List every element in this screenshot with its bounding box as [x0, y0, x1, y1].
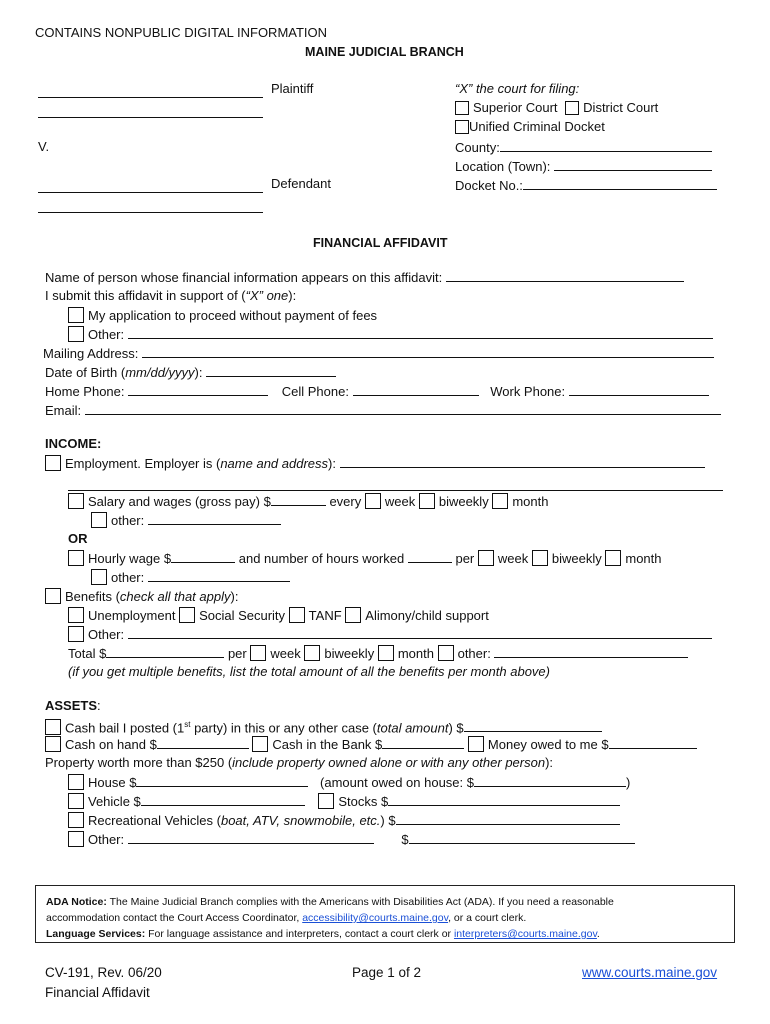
plaintiff-line-1[interactable] — [38, 97, 263, 98]
dob-text-b: mm/dd/yyyy — [125, 365, 195, 380]
defendant-line-1[interactable] — [38, 192, 263, 193]
salary-other-label: other: — [111, 513, 145, 528]
form-number: CV-191, Rev. 06/20 — [45, 965, 162, 980]
social-security-checkbox[interactable] — [179, 607, 195, 623]
interpreters-email-link[interactable]: interpreters@courts.maine.gov — [453, 928, 597, 940]
submit-row — [45, 288, 296, 304]
submit-text-b: “X” one — [245, 288, 289, 303]
property-text-c: ): — [545, 755, 554, 770]
rv-text-a: Recreational Vehicles ( — [88, 813, 221, 828]
submit-text-a: I submit this affidavit in support of ( — [45, 288, 246, 303]
bail-row — [45, 717, 602, 736]
benefit-other-checkbox[interactable] — [68, 626, 84, 642]
opt-fees-label: My application to proceed without payment of fees — [88, 308, 378, 323]
dob-field[interactable] — [206, 364, 336, 377]
ada-notice-box — [35, 885, 735, 943]
vehicle-row — [68, 793, 620, 810]
hourly-field[interactable] — [171, 550, 235, 563]
total-week-checkbox[interactable] — [250, 645, 266, 661]
asset-other-label: Other: — [88, 832, 125, 847]
hourly-other-row — [91, 569, 290, 586]
total-month-checkbox[interactable] — [378, 645, 394, 661]
name-row — [45, 269, 684, 286]
house-checkbox[interactable] — [68, 774, 84, 790]
ada-line-3 — [46, 926, 724, 942]
bail-sup: st — [184, 720, 191, 729]
rv-text-c: ) $ — [380, 813, 396, 828]
hourly-week-checkbox[interactable] — [478, 550, 494, 566]
cell-phone-field[interactable] — [353, 383, 479, 396]
hourly-other-field[interactable] — [148, 569, 290, 582]
assets-colon: : — [97, 698, 101, 713]
benefits-checkbox[interactable] — [45, 588, 61, 604]
benefit-total-row — [68, 645, 688, 662]
defendant-label: Defendant — [271, 176, 331, 191]
language-services-label: Language Services: — [46, 928, 146, 940]
plaintiff-label: Plaintiff — [271, 81, 314, 96]
asset-other-row — [68, 831, 635, 848]
rv-checkbox[interactable] — [68, 812, 84, 828]
asset-other-value-field[interactable] — [409, 831, 635, 844]
income-heading: INCOME: — [45, 436, 102, 451]
docket-label: Docket No.: — [455, 178, 523, 193]
hourly-other-label: other: — [111, 570, 145, 585]
work-phone-field[interactable] — [569, 383, 709, 396]
ucd-checkbox[interactable] — [455, 120, 469, 134]
money-owed-checkbox[interactable] — [468, 736, 484, 752]
hours-field[interactable] — [408, 550, 452, 563]
superior-court-checkbox[interactable] — [455, 101, 469, 115]
assets-heading: ASSETS — [45, 698, 98, 713]
name-field[interactable] — [446, 269, 684, 282]
benefits-text-c: ): — [230, 589, 239, 604]
docket-field[interactable] — [523, 177, 717, 190]
benefit-types-row — [68, 607, 489, 624]
hourly-other-checkbox[interactable] — [91, 569, 107, 585]
benefit-other-row — [68, 626, 712, 643]
owed-house-paren: ) — [625, 775, 631, 790]
bail-field[interactable] — [464, 719, 602, 732]
ucd-label: Unified Criminal Docket — [469, 119, 605, 134]
form-name: Financial Affidavit — [45, 985, 150, 1000]
total-biweekly-label: biweekly — [324, 646, 375, 661]
opt-fees-row — [68, 307, 377, 324]
dob-row — [45, 364, 336, 381]
branch-heading: MAINE JUDICIAL BRANCH — [305, 45, 464, 59]
dob-text-c: ): — [194, 365, 203, 380]
ada-notice-text: The Maine Judicial Branch complies with the Americans with Disabilities Act (ADA). If you need a reasonable — [106, 896, 614, 908]
mailing-label: Mailing Address: — [43, 346, 139, 361]
every-label: every — [329, 494, 362, 509]
hourly-biweekly-label: biweekly — [551, 551, 602, 566]
mailing-row — [43, 345, 714, 362]
employer-field[interactable] — [340, 455, 705, 468]
total-other-checkbox[interactable] — [438, 645, 454, 661]
form-title: FINANCIAL AFFIDAVIT — [313, 236, 448, 250]
alimony-label: Alimony/child support — [365, 608, 489, 623]
vehicle-checkbox[interactable] — [68, 793, 84, 809]
district-court-label: District Court — [583, 100, 659, 115]
district-court-checkbox[interactable] — [565, 101, 579, 115]
email-row — [45, 402, 721, 419]
salary-other-row — [91, 512, 281, 529]
total-other-label: other: — [457, 646, 491, 661]
employment-text-b: name and address — [220, 456, 329, 471]
language-services-end: . — [596, 928, 600, 940]
website-link[interactable]: www.courts.maine.gov — [582, 965, 718, 980]
total-per-label: per — [227, 646, 247, 661]
mailing-field[interactable] — [142, 345, 714, 358]
unemployment-checkbox[interactable] — [68, 607, 84, 623]
hourly-month-label: month — [625, 551, 662, 566]
asset-other-desc-field[interactable] — [128, 831, 374, 844]
work-phone-label: Work Phone: — [490, 384, 566, 399]
page-number: Page 1 of 2 — [352, 965, 422, 980]
stocks-field[interactable] — [388, 793, 620, 806]
tanf-checkbox[interactable] — [289, 607, 305, 623]
opt-other-row — [68, 326, 713, 343]
salary-week-label: week — [384, 494, 416, 509]
bail-text-c: total amount — [376, 720, 449, 736]
salary-row — [68, 493, 548, 510]
total-other-field[interactable] — [494, 645, 688, 658]
bail-text-d: ) $ — [448, 720, 464, 736]
cash-row — [45, 736, 697, 753]
assets-heading-row — [45, 698, 101, 714]
total-field[interactable] — [106, 645, 224, 658]
owed-house-label: (amount owed on house: $ — [320, 775, 474, 790]
total-week-label: week — [270, 646, 301, 661]
hourly-biweekly-checkbox[interactable] — [532, 550, 548, 566]
salary-month-label: month — [512, 494, 549, 509]
employment-checkbox[interactable] — [45, 455, 61, 471]
email-field[interactable] — [85, 402, 721, 415]
superior-court-label: Superior Court — [473, 100, 558, 115]
owed-house-field[interactable] — [474, 774, 626, 787]
dob-text-a: Date of Birth ( — [45, 365, 126, 380]
bail-text-a: Cash bail I posted (1 — [65, 720, 185, 736]
cash-bank-checkbox[interactable] — [252, 736, 268, 752]
unemployment-label: Unemployment — [88, 608, 176, 623]
salary-field[interactable] — [271, 493, 326, 506]
accessibility-email-link[interactable]: accessibility@courts.maine.gov — [302, 912, 449, 924]
salary-month-checkbox[interactable] — [492, 493, 508, 509]
ucd-row — [455, 119, 605, 135]
bail-checkbox[interactable] — [45, 719, 61, 735]
county-label: County: — [455, 140, 500, 155]
property-text-a: Property worth more than $250 ( — [45, 755, 233, 770]
opt-other-checkbox[interactable] — [68, 326, 84, 342]
cash-bank-field[interactable] — [382, 736, 464, 749]
property-row — [45, 755, 553, 771]
cash-bank-label: Cash in the Bank $ — [272, 737, 383, 752]
court-options-row — [455, 100, 658, 116]
hourly-label: Hourly wage $ — [88, 551, 172, 566]
bail-text-b: party) in this or any other case ( — [190, 720, 377, 736]
rv-text-b: boat, ATV, snowmobile, etc. — [220, 813, 381, 828]
benefits-note: (if you get multiple benefits, list the total amount of all the benefits per month above) — [68, 664, 550, 679]
house-row — [68, 774, 630, 791]
location-label: Location (Town): — [455, 159, 551, 174]
rv-field[interactable] — [396, 812, 620, 825]
salary-label: Salary and wages (gross pay) $ — [88, 494, 271, 509]
defendant-line-2[interactable] — [38, 212, 263, 213]
employment-row — [45, 455, 705, 472]
salary-week-checkbox[interactable] — [365, 493, 381, 509]
salary-other-field[interactable] — [148, 512, 281, 525]
phone-row — [45, 383, 709, 400]
home-phone-field[interactable] — [128, 383, 268, 396]
salary-other-checkbox[interactable] — [91, 512, 107, 528]
or-label: OR — [68, 531, 88, 546]
salary-checkbox[interactable] — [68, 493, 84, 509]
hourly-month-checkbox[interactable] — [605, 550, 621, 566]
ada-line-2-end: , or a court clerk. — [448, 912, 527, 924]
benefits-text-b: check all that apply — [119, 589, 231, 604]
hourly-row — [68, 550, 662, 567]
employer-field-line-2[interactable] — [68, 490, 723, 491]
alimony-checkbox[interactable] — [345, 607, 361, 623]
opt-other-label: Other: — [88, 327, 125, 342]
name-label: Name of person whose financial information appears on this affidavit: — [45, 270, 443, 285]
vehicle-label: Vehicle $ — [88, 794, 141, 809]
ada-notice-label: ADA Notice: — [46, 896, 107, 908]
salary-biweekly-checkbox[interactable] — [419, 493, 435, 509]
stocks-checkbox[interactable] — [318, 793, 334, 809]
cell-phone-label: Cell Phone: — [281, 384, 349, 399]
plaintiff-line-2[interactable] — [38, 117, 263, 118]
ada-line-2-text: accommodation contact the Court Access Coordinator, — [46, 912, 303, 924]
total-month-label: month — [397, 646, 434, 661]
total-label: Total $ — [68, 646, 107, 661]
nonpublic-notice: CONTAINS NONPUBLIC DIGITAL INFORMATION — [35, 25, 328, 40]
cash-hand-label: Cash on hand $ — [65, 737, 157, 752]
docket-row — [455, 177, 717, 194]
property-text-b: include property owned alone or with any other person — [232, 755, 546, 770]
rv-row — [68, 812, 620, 829]
hourly-per-label: per — [455, 551, 475, 566]
court-prompt: “X” the court for filing: — [455, 81, 580, 96]
county-row — [455, 139, 712, 156]
hourly-week-label: week — [497, 551, 529, 566]
location-row — [455, 158, 712, 175]
language-services-text: For language assistance and interpreters, contact a court clerk or — [145, 928, 454, 940]
county-field[interactable] — [500, 139, 712, 152]
employment-text-c: ): — [328, 456, 336, 471]
vehicle-field[interactable] — [141, 793, 305, 806]
salary-biweekly-label: biweekly — [438, 494, 489, 509]
opt-fees-checkbox[interactable] — [68, 307, 84, 323]
ada-line-2 — [46, 910, 724, 926]
cash-hand-field[interactable] — [157, 736, 249, 749]
benefits-text-a: Benefits ( — [65, 589, 120, 604]
versus-label: V. — [38, 139, 50, 154]
hourly-checkbox[interactable] — [68, 550, 84, 566]
hours-label: and number of hours worked — [238, 551, 405, 566]
money-owed-field[interactable] — [609, 736, 697, 749]
opt-other-field[interactable] — [128, 326, 713, 339]
money-owed-label: Money owed to me $ — [487, 737, 609, 752]
employment-text-a: Employment. Employer is ( — [65, 456, 221, 471]
home-phone-label: Home Phone: — [45, 384, 125, 399]
asset-other-checkbox[interactable] — [68, 831, 84, 847]
ada-line-1 — [46, 894, 724, 910]
benefit-other-label: Other: — [88, 627, 125, 642]
house-field[interactable] — [136, 774, 308, 787]
submit-text-c: ): — [288, 288, 297, 303]
cash-hand-checkbox[interactable] — [45, 736, 61, 752]
tanf-label: TANF — [308, 608, 342, 623]
asset-other-dollar: $ — [401, 832, 409, 847]
benefit-other-field[interactable] — [128, 626, 712, 639]
benefits-row — [45, 588, 238, 605]
location-field[interactable] — [554, 158, 712, 171]
email-label: Email: — [45, 403, 82, 418]
house-label: House $ — [88, 775, 137, 790]
total-biweekly-checkbox[interactable] — [304, 645, 320, 661]
stocks-label: Stocks $ — [338, 794, 389, 809]
social-security-label: Social Security — [199, 608, 286, 623]
